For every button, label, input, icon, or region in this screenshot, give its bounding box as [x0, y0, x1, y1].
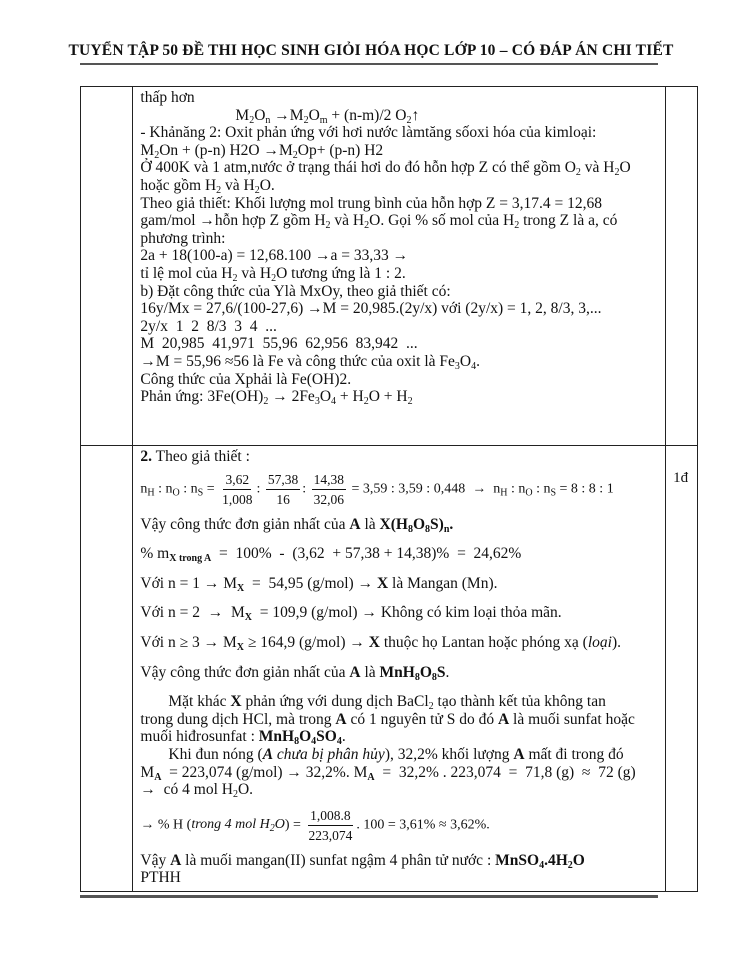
text-line: hoặc gồm $H_2$ và $H_2O$.	[140, 176, 275, 196]
text-line: 16y/Mx = 27,6/(100-27,6) →M = 20,985.(2y/x) với (2y/x) = 1, 2, 8/3, 3,...	[140, 300, 602, 318]
text-line: $M_A = 223,074$ (g/mol) → 32,2%. $M_A = 32,2\%$ . 223,074 = 71,8 (g) ≈ 72 (g)	[140, 763, 636, 783]
reaction-line: Phản ứng: $3Fe(OH)_2 \to 2Fe_3O_4 + H_2O + H_2$	[140, 388, 413, 408]
case-n1: Với $n = 1 \to M_X = 54,95$ (g/mol) → X là Mangan (Mn).	[140, 574, 498, 594]
text-line: PTHH	[140, 869, 181, 887]
page-header-title: TUYỂN TẬP 50 ĐỀ THI HỌC SINH GIỎI HÓA HỌC LỚP 10 – CÓ ĐÁP ÁN CHI TIẾT	[68, 42, 674, 59]
section-title: 2. Theo giả thiết :	[140, 448, 250, 465]
text-line: - Khảnăng 2: Oxit phản ứng với hơi nước làmtăng sốoxi hóa của kimloại:	[140, 124, 597, 142]
answer-cell-part2	[133, 446, 666, 892]
solution-table	[80, 86, 698, 892]
text-line: muối hiđrosunfat : $MnH_8O_4SO_4$.	[140, 728, 346, 748]
text-line: gam/mol →hỗn hợp Z gồm $H_2$ và $H_2O$. Gọi % số mol của $H_2$ trong Z là a, có	[140, 212, 618, 232]
text-line: thấp hơn	[140, 89, 195, 106]
equation-hydrolysis: $M_2On + (p-n)$ $H2O \to M_2Op+ (p-n)$ H2	[140, 141, 384, 161]
score-cell	[666, 87, 698, 446]
text-line: phương trình:	[140, 229, 226, 247]
h-percent-line: → % H (trong 4 mol $H_2O$) = $\frac{1,008.8}{223,074}$ . 100 = 3,61% ≈ 3,62%.	[140, 807, 490, 843]
question-cell	[81, 446, 133, 892]
table-row-part1	[81, 87, 698, 446]
text-line: Vậy công thức đơn giản nhất của A là $X(H_8O_8S)_n$.	[140, 515, 454, 535]
question-cell	[81, 87, 133, 446]
text-line: Mặt khác X phản ứng với dung dịch BaCl$_2$ tạo thành kết tủa không tan	[168, 693, 606, 713]
text-line: →M = 55,96 ≈56 là Fe và công thức của oxit là $Fe_3O_4$.	[140, 352, 480, 372]
case-n3: Với $n \ge 3 \to M_X \ge 164,9$ (g/mol) → X thuộc họ Lantan hoặc phóng xạ (loại).	[140, 633, 622, 653]
text-line: Ở 400K và 1 atm,nước ở trạng thái hơi do đó hỗn hợp Z có thể gồm $O_2$ và $H_2O$	[140, 159, 631, 179]
text-line: Công thức của Xphải là Fe(OH)2.	[140, 370, 352, 388]
text-line: 2y/x 1 2 8/3 3 4 ...	[140, 317, 277, 335]
answer-cell-part1	[133, 87, 666, 446]
text-line: Theo giả thiết: Khối lượng mol trung bình của hỗn hợp Z = 3,17.4 = 12,68	[140, 194, 602, 212]
text-line: M 20,985 41,971 55,96 62,956 83,942 ...	[140, 335, 418, 353]
text-line: → có 4 mol $H_2O$.	[140, 781, 254, 801]
score-value: 1đ	[673, 470, 689, 486]
table-row-part2	[81, 446, 698, 892]
text-line: tỉ lệ mol của $H_2$ và $H_2O$ tương ứng là 1 : 2.	[140, 264, 406, 284]
percent-line: % $m_{X trong A} = 100\% - (3,62 + 57,38 + 14,38)\% = 24,62\%$	[140, 545, 522, 565]
fraction-o: $\frac{57,38}{16}$	[267, 471, 299, 507]
equation-decompose: $M_2O_n \to M_2O_m + (n-m)/2$ $O_2↑$	[235, 106, 420, 126]
text-line: Khi đun nóng (A chưa bị phân hủy), 32,2% khối lượng A mất đi trong đó	[168, 745, 624, 763]
footer-divider	[80, 895, 658, 898]
mole-ratio-line: $n_H$ : $n_O$ : $n_S$ = $\frac{3,62}{1,008}$ : $\frac{57,38}{16}$ : $\frac{14,38}{32,06}$ = 3,59 : 3,59 : $0,448 \to n_H$ : $n_O$ : $n_S = 8$ : 8 : 1	[140, 471, 614, 507]
text-line: trong dung dịch HCl, mà trong A có 1 nguyên tử S do đó A là muối sunfat hoặc	[140, 710, 635, 728]
text-line: b) Đặt công thức của Ylà MxOy, theo giả thiết có:	[140, 282, 451, 300]
score-cell	[666, 446, 698, 892]
text-line: Vậy công thức đơn giản nhất của A là $MnH_8O_8S$.	[140, 663, 450, 683]
conclusion-line: Vậy A là muối mangan(II) sunfat ngậm 4 phân tử nước : $MnSO_4.4H_2O$	[140, 851, 585, 871]
case-n2: Với $n = 2 \to M_X = 109,9$ (g/mol) → Không có kim loại thỏa mãn.	[140, 604, 562, 624]
text-line: 2a + 18(100-a) = 12,68.100 →a = 33,33 →	[140, 247, 409, 265]
fraction-h-percent: $\frac{1,008.8}{223,074}$	[308, 807, 353, 843]
fraction-s: $\frac{14,38}{32,06}$	[313, 471, 345, 507]
fraction-h: $\frac{3,62}{1,008}$	[222, 471, 253, 507]
header-divider	[80, 63, 658, 65]
